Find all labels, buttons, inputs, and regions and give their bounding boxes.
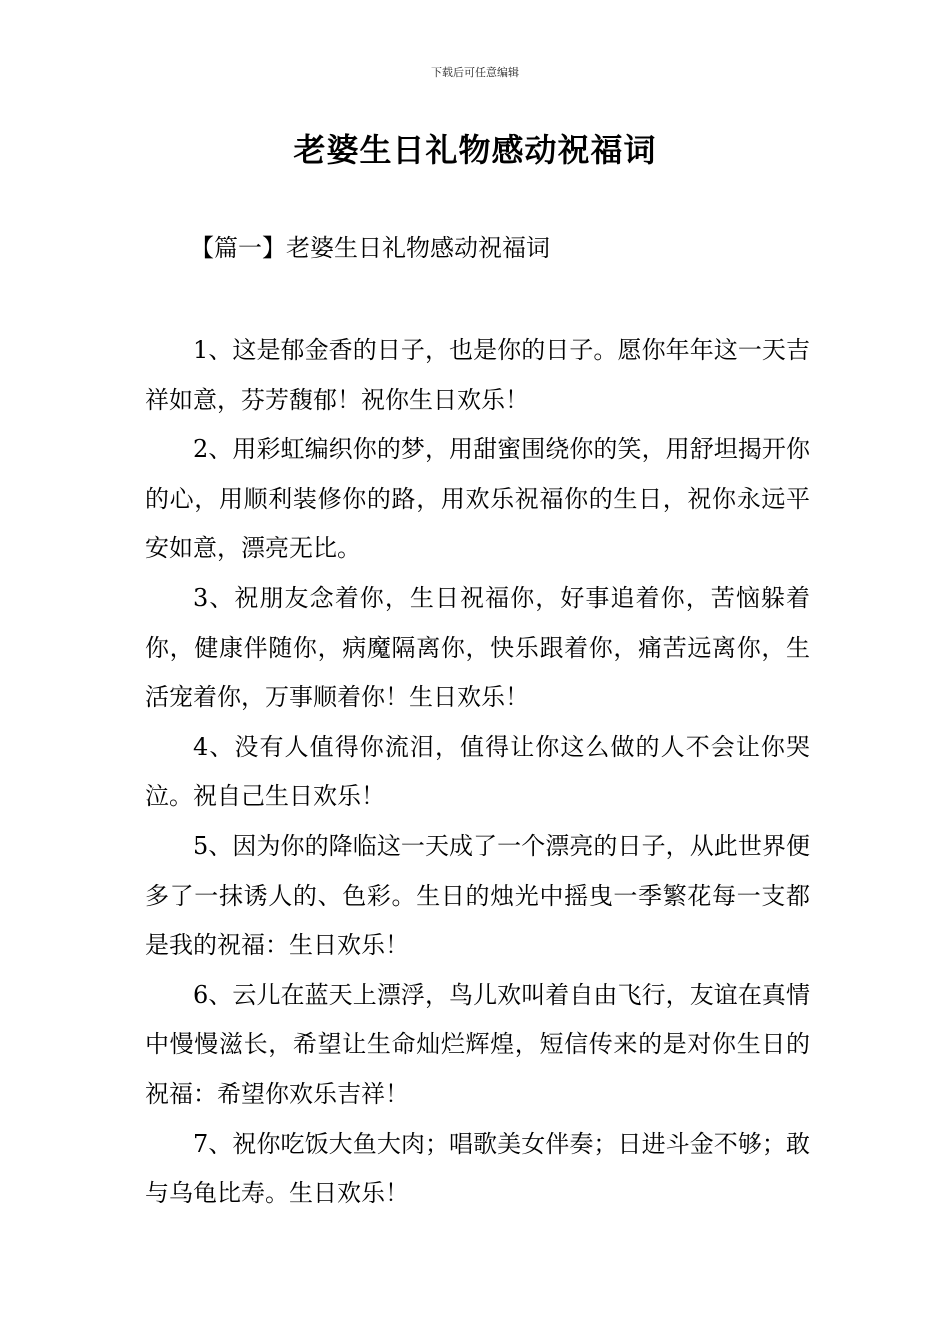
list-item: 3、祝朋友念着你，生日祝福你，好事追着你，苦恼躲着你，健康伴随你，病魔隔离你，快乐跟着你，痛苦远离你，生活宠着你，万事顺着你！生日欢乐！ <box>145 583 810 712</box>
list-item: 6、云儿在蓝天上漂浮，鸟儿欢叫着自由飞行，友谊在真情中慢慢滋长，希望让生命灿烂辉煌，短信传来的是对你生日的祝福：希望你欢乐吉祥！ <box>145 980 810 1108</box>
list-item: 5、因为你的降临这一天成了一个漂亮的日子，从此世界便多了一抹诱人的、色彩。生日的烛光中摇曳一季繁花每一支都是我的祝福：生日欢乐！ <box>145 831 810 960</box>
list-item: 4、没有人值得你流泪，值得让你这么做的人不会让你哭泣。祝自己生日欢乐！ <box>145 732 810 811</box>
list-item: 2、用彩虹编织你的梦，用甜蜜围绕你的笑，用舒坦揭开你的心，用顺利装修你的路，用欢乐祝福你的生日，祝你永远平安如意，漂亮无比。 <box>145 435 810 563</box>
list-item: 7、祝你吃饭大鱼大肉；唱歌美女伴奏；日进斗金不够；敢与乌龟比寿。生日欢乐！ <box>145 1129 810 1208</box>
list-item: 1、这是郁金香的日子，也是你的日子。愿你年年这一天吉祥如意，芬芳馥郁！祝你生日欢乐！ <box>145 336 810 414</box>
paragraph-list <box>145 326 810 1219</box>
section-heading: 【篇一】老婆生日礼物感动祝福词 <box>190 234 550 262</box>
header-note: 下载后可任意编辑 <box>431 66 519 79</box>
document-title: 老婆生日礼物感动祝福词 <box>293 131 657 169</box>
